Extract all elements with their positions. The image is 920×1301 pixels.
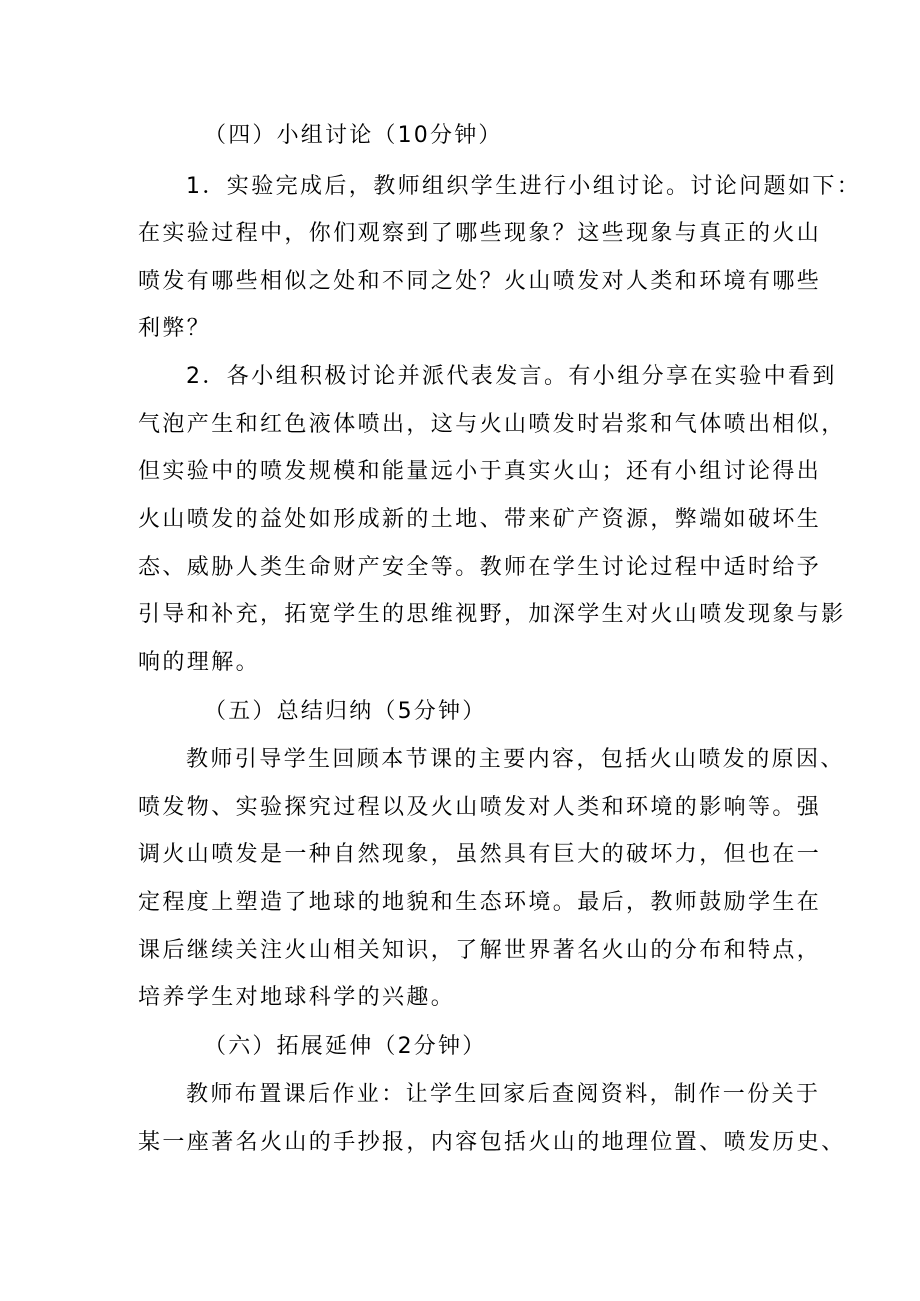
paragraph-line: 课后继续关注火山相关知识，了解世界著名火山的分布和特点， bbox=[138, 938, 822, 963]
section-heading-extension: （六）拓展延伸（2分钟） bbox=[204, 1034, 487, 1059]
paragraph-line: 火山喷发的益处如形成新的土地、带来矿产资源，弊端如破坏生 bbox=[138, 507, 822, 532]
section-heading-discussion: （四）小组讨论（10分钟） bbox=[204, 123, 503, 148]
paragraph-line: 响的理解。 bbox=[138, 650, 261, 675]
paragraph-line: 2．各小组积极讨论并派代表发言。有小组分享在实验中看到 bbox=[186, 364, 837, 389]
paragraph-line: 喷发有哪些相似之处和不同之处？火山喷发对人类和环境有哪些 bbox=[138, 269, 822, 294]
paragraph-line: 态、威胁人类生命财产安全等。教师在学生讨论过程中适时给予 bbox=[138, 555, 822, 580]
paragraph-line: 教师引导学生回顾本节课的主要内容，包括火山喷发的原因、 bbox=[186, 747, 845, 772]
paragraph-line: 但实验中的喷发规模和能量远小于真实火山；还有小组讨论得出 bbox=[138, 459, 822, 484]
section-heading-summary: （五）总结归纳（5分钟） bbox=[204, 699, 487, 724]
paragraph-line: 利弊？ bbox=[138, 316, 212, 341]
paragraph-line: 喷发物、实验探究过程以及火山喷发对人类和环境的影响等。强 bbox=[138, 795, 822, 820]
paragraph-line: 引导和补充，拓宽学生的思维视野，加深学生对火山喷发现象与影 bbox=[138, 602, 846, 627]
paragraph-line: 某一座著名火山的手抄报，内容包括火山的地理位置、喷发历史、 bbox=[138, 1130, 846, 1155]
paragraph-line: 调火山喷发是一种自然现象，虽然具有巨大的破坏力，但也在一 bbox=[138, 842, 822, 867]
paragraph-line: 定程度上塑造了地球的地貌和生态环境。最后，教师鼓励学生在 bbox=[138, 890, 822, 915]
paragraph-line: 1．实验完成后，教师组织学生进行小组讨论。讨论问题如下： bbox=[186, 174, 862, 199]
paragraph-line: 培养学生对地球科学的兴趣。 bbox=[138, 985, 456, 1010]
paragraph-line: 教师布置课后作业：让学生回家后查阅资料，制作一份关于 bbox=[186, 1082, 821, 1107]
paragraph-line: 在实验过程中，你们观察到了哪些现象？这些现象与真正的火山 bbox=[138, 221, 822, 246]
paragraph-line: 气泡产生和红色液体喷出，这与火山喷发时岩浆和气体喷出相似， bbox=[138, 412, 846, 437]
